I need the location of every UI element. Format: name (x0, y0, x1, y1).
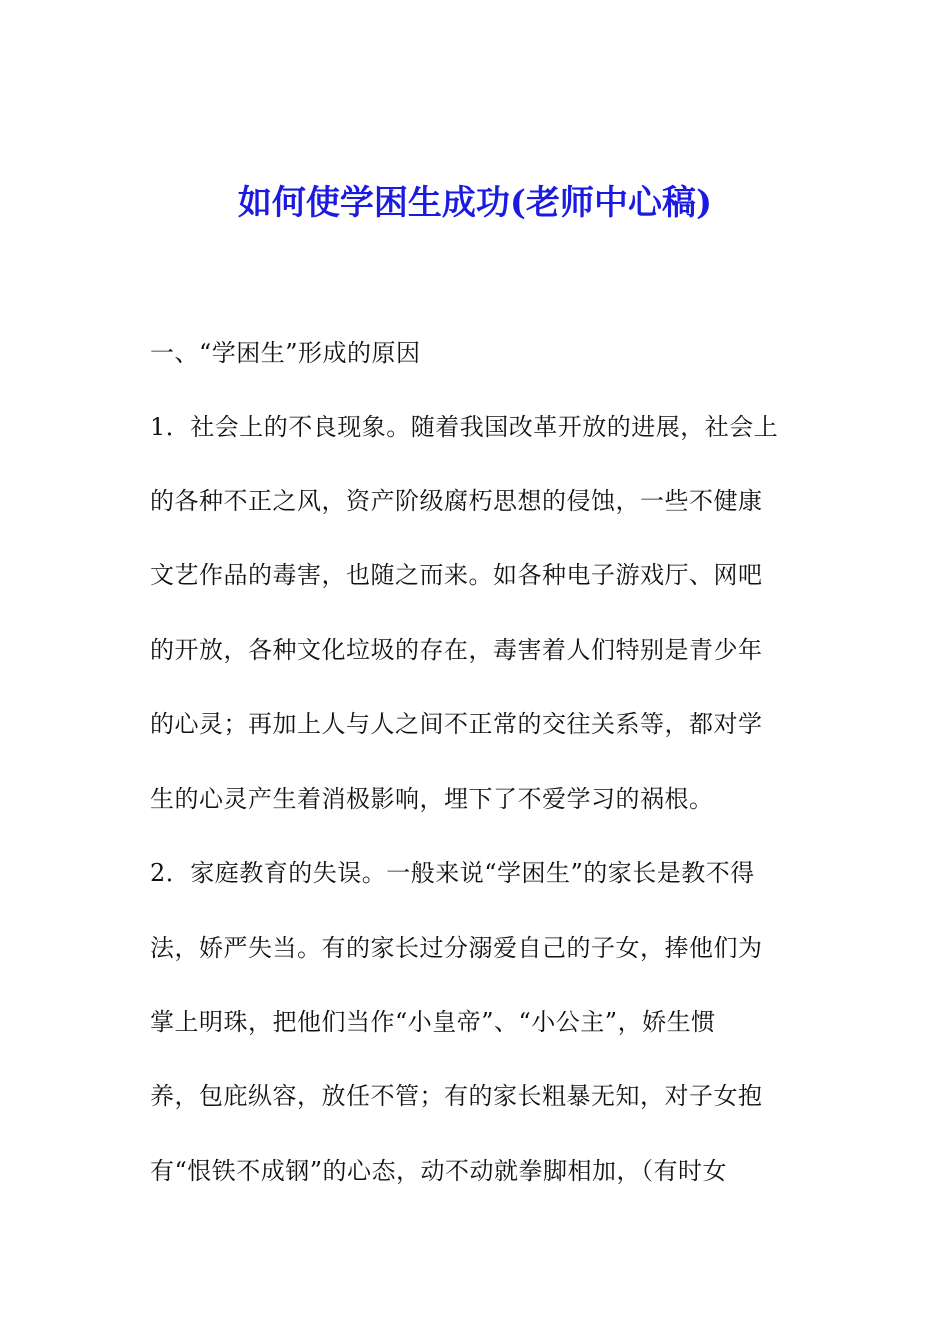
paragraph-line: 的各种不正之风，资产阶级腐朽思想的侵蚀，一些不健康 (150, 487, 763, 515)
section-heading: 一、“学困生”形成的原因 (150, 339, 421, 367)
paragraph-line: 的心灵；再加上人与人之间不正常的交往关系等，都对学 (150, 710, 763, 738)
paragraph-line: 1．社会上的不良现象。随着我国改革开放的进展，社会上 (150, 413, 779, 441)
paragraph-line: 2．家庭教育的失误。一般来说“学困生”的家长是教不得 (150, 859, 755, 887)
paragraph-line: 掌上明珠，把他们当作“小皇帝”、“小公主”，娇生惯 (150, 1008, 716, 1036)
document-title: 如何使学困生成功(老师中心稿) (237, 183, 713, 223)
paragraph-line: 法，娇严失当。有的家长过分溺爱自己的子女，捧他们为 (150, 934, 763, 962)
paragraph-line: 生的心灵产生着消极影响，埋下了不爱学习的祸根。 (150, 785, 714, 813)
paragraph-line: 有“恨铁不成钢”的心态，动不动就拳脚相加，（有时女 (150, 1157, 728, 1185)
paragraph-line: 文艺作品的毒害，也随之而来。如各种电子游戏厅、网吧 (150, 561, 763, 589)
paragraph-line: 养，包庇纵容，放任不管；有的家长粗暴无知，对子女抱 (150, 1082, 763, 1110)
paragraph-line: 的开放，各种文化垃圾的存在，毒害着人们特别是青少年 (150, 636, 763, 664)
